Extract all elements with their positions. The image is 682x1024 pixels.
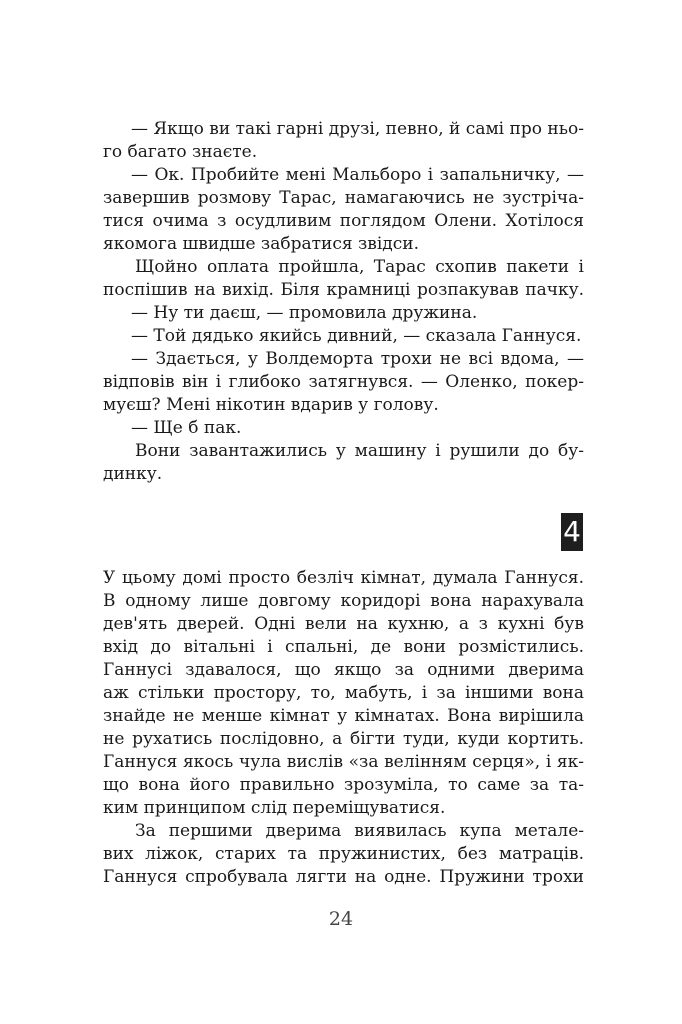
- text-line: В одному лише довгому коридорі вона нарахувала: [103, 591, 584, 611]
- text-line: За першими дверима виявилась купа металe-: [135, 821, 584, 841]
- text-line: Щойно оплата пройшла, Тарас схопив пакети і: [135, 257, 584, 277]
- text-line: не рухатись послідовно, а бігти туди, куди кортить.: [103, 729, 584, 749]
- text-line: Ганнусі здавалося, що якщо за одними дверима: [103, 660, 584, 680]
- text-line: муєш? Мені нікотин вдарив у голову.: [103, 395, 439, 415]
- text-line: вих ліжок, старих та пружинистих, без матраців.: [103, 844, 584, 864]
- text-line: що вона його правильно зрозуміла, то саме за та-: [103, 775, 584, 795]
- text-line: поспішив на вихід. Біля крамниці розпакував пачку.: [103, 280, 584, 300]
- text-line: знайде не менше кімнат у кімнатах. Вона вирішила: [103, 706, 584, 726]
- text-line: У цьому домі просто безліч кімнат, думала Ганнуся.: [103, 568, 584, 588]
- text-line: — Ще б пак.: [131, 418, 242, 438]
- page-number: 24: [328, 908, 354, 930]
- text-line: тися очима з осудливим поглядом Олени. Хотілося: [103, 211, 584, 231]
- text-line: ким принципом слід переміщуватися.: [103, 798, 446, 818]
- text-section-dialogue: [103, 118, 584, 486]
- text-line: якомога швидше забратися звідси.: [103, 234, 419, 254]
- text-line: завершив розмову Тарас, намагаючись не зустріча-: [103, 188, 584, 208]
- text-line: вхід до вітальні і спальні, де вони розмістились.: [103, 637, 584, 657]
- text-line: — Здається, у Волдеморта трохи не всі вдома, —: [131, 349, 584, 369]
- chapter-number-badge: 4: [561, 513, 583, 551]
- text-line: Ганнуся якось чула вислів «за велінням серця», і як-: [103, 752, 584, 772]
- text-section-narrative: [103, 567, 584, 889]
- text-line: — Той дядько якийсь дивний, — сказала Ганнуся.: [131, 326, 582, 346]
- text-line: — Ну ти даєш, — промовила дружина.: [131, 303, 478, 323]
- text-line: аж стільки простору, то, мабуть, і за іншими вона: [103, 683, 584, 703]
- text-line: Вони завантажились у машину і рушили до бу-: [135, 441, 584, 461]
- text-line: го багато знаєте.: [103, 142, 258, 162]
- text-line: відповів він і глибоко затягнувся. — Оленко, покер-: [103, 372, 584, 392]
- text-line: Ганнуся спробувала лягти на одне. Пружини трохи: [103, 867, 584, 887]
- text-line: динку.: [103, 464, 163, 484]
- text-line: — Ок. Пробийте мені Мальборо і запальничку, —: [131, 165, 584, 185]
- text-line: дев'ять дверей. Одні вели на кухню, а з кухні був: [103, 614, 584, 634]
- text-line: — Якщо ви такі гарні друзі, певно, й самі про ньо-: [131, 119, 584, 139]
